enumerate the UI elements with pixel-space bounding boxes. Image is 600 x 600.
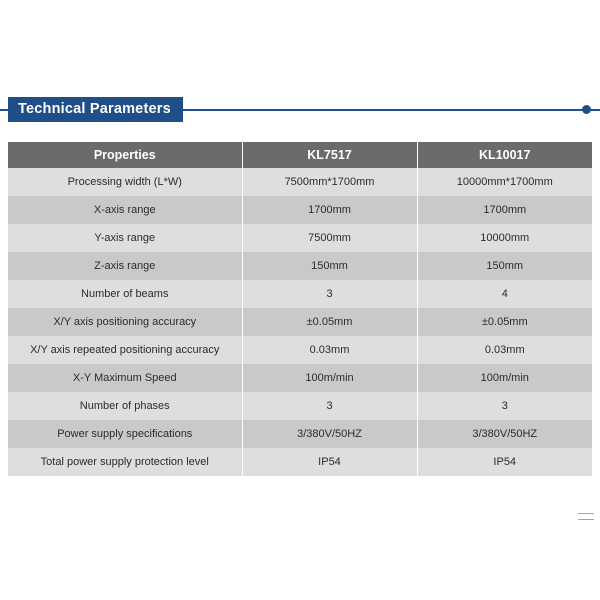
- row-label: Number of beams: [8, 280, 242, 308]
- table-row: [8, 364, 592, 392]
- row-value-model-1: 7500mm*1700mm: [242, 168, 417, 196]
- row-value-model-1: 3: [242, 392, 417, 420]
- row-value-model-1: 7500mm: [242, 224, 417, 252]
- row-value-model-1: IP54: [242, 448, 417, 476]
- row-value-model-1: 100m/min: [242, 364, 417, 392]
- table-row: [8, 252, 592, 280]
- row-value-model-1: 0.03mm: [242, 336, 417, 364]
- row-value-model-2: 10000mm: [417, 224, 592, 252]
- table-row: [8, 420, 592, 448]
- table-header-row: [8, 142, 592, 168]
- row-label: Power supply specifications: [8, 420, 242, 448]
- column-header-properties: Properties: [8, 142, 242, 168]
- row-label: Y-axis range: [8, 224, 242, 252]
- row-value-model-1: 150mm: [242, 252, 417, 280]
- table-row: [8, 308, 592, 336]
- technical-parameters-table: [8, 142, 592, 476]
- row-value-model-2: 10000mm*1700mm: [417, 168, 592, 196]
- row-label: Z-axis range: [8, 252, 242, 280]
- row-value-model-1: 1700mm: [242, 196, 417, 224]
- table-row: [8, 336, 592, 364]
- table-row: [8, 280, 592, 308]
- row-value-model-2: 1700mm: [417, 196, 592, 224]
- row-value-model-2: 3: [417, 392, 592, 420]
- column-header-model-2: KL10017: [417, 142, 592, 168]
- table-row: [8, 392, 592, 420]
- row-value-model-2: 4: [417, 280, 592, 308]
- row-label: X-Y Maximum Speed: [8, 364, 242, 392]
- page-title: Technical Parameters: [8, 97, 183, 122]
- row-value-model-2: 100m/min: [417, 364, 592, 392]
- row-value-model-1: 3: [242, 280, 417, 308]
- row-label: X/Y axis positioning accuracy: [8, 308, 242, 336]
- table-row: [8, 448, 592, 476]
- table-row: [8, 168, 592, 196]
- table-row: [8, 224, 592, 252]
- row-label: Total power supply protection level: [8, 448, 242, 476]
- row-value-model-1: ±0.05mm: [242, 308, 417, 336]
- row-value-model-1: 3/380V/50HZ: [242, 420, 417, 448]
- row-value-model-2: 150mm: [417, 252, 592, 280]
- table-body: [8, 168, 592, 476]
- row-value-model-2: ±0.05mm: [417, 308, 592, 336]
- row-label: X/Y axis repeated positioning accuracy: [8, 336, 242, 364]
- corner-mark-decoration: [576, 513, 594, 527]
- bullet-dot-icon: [582, 105, 591, 114]
- row-value-model-2: IP54: [417, 448, 592, 476]
- row-label: Number of phases: [8, 392, 242, 420]
- section-header: [0, 97, 600, 123]
- row-value-model-2: 3/380V/50HZ: [417, 420, 592, 448]
- column-header-model-1: KL7517: [242, 142, 417, 168]
- row-value-model-2: 0.03mm: [417, 336, 592, 364]
- table-row: [8, 196, 592, 224]
- row-label: X-axis range: [8, 196, 242, 224]
- row-label: Processing width (L*W): [8, 168, 242, 196]
